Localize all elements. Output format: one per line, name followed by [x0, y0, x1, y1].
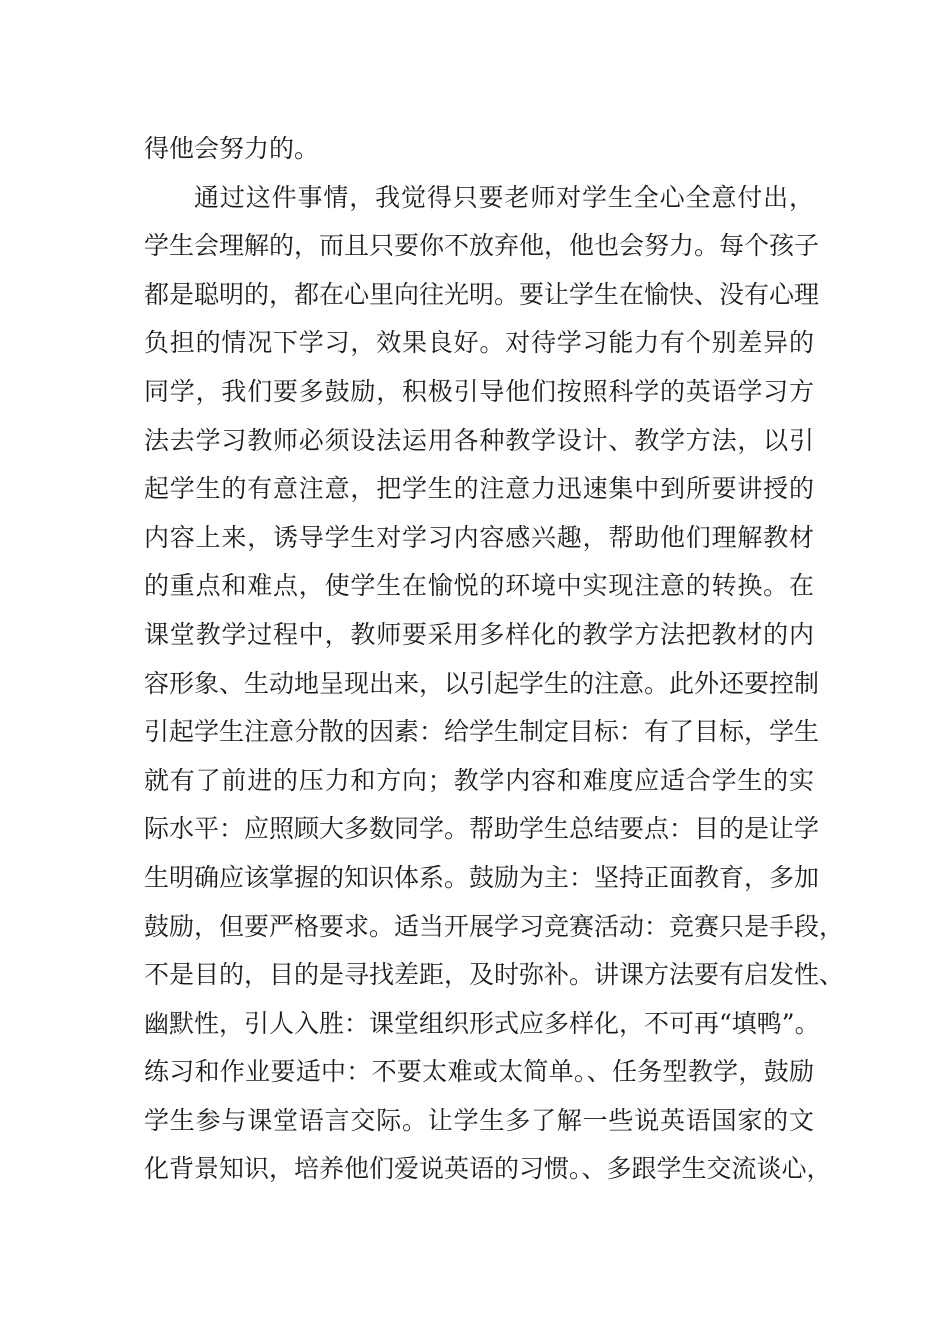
- text-line: 幽默性，引人入胜：课堂组织形式应多样化，不可再“填鸭”。: [144, 1008, 820, 1038]
- text-line: 容形象、生动地呈现出来，以引起学生的注意。此外还要控制: [144, 668, 820, 698]
- text-line: 生明确应该掌握的知识体系。鼓励为主：坚持正面教育，多加: [144, 862, 820, 892]
- text-line: 内容上来，诱导学生对学习内容感兴趣，帮助他们理解教材: [144, 522, 814, 552]
- text-line: 鼓励，但要严格要求。适当开展学习竞赛活动：竞赛只是手段，: [144, 911, 845, 941]
- text-line: 负担的情况下学习，效果良好。对待学习能力有个别差异的: [144, 328, 814, 358]
- text-line: 就有了前进的压力和方向；教学内容和难度应适合学生的实: [144, 765, 814, 795]
- text-line: 得他会努力的。: [144, 134, 320, 163]
- text-line: 引起学生注意分散的因素：给学生制定目标：有了目标，学生: [144, 717, 820, 747]
- text-line: 学生参与课堂语言交际。让学生多了解一些说英语国家的文: [144, 1105, 814, 1135]
- text-line: 起学生的有意注意，把学生的注意力迅速集中到所要讲授的: [144, 474, 814, 504]
- text-line: 化背景知识，培养他们爱说英语的习惯。、多跟学生交流谈心，: [144, 1154, 832, 1184]
- text-line: 不是目的，目的是寻找差距，及时弥补。讲课方法要有启发性、: [144, 960, 845, 990]
- text-line: 法去学习教师必须设法运用各种教学设计、教学方法，以引: [144, 425, 814, 455]
- text-line: 同学，我们要多鼓励，积极引导他们按照科学的英语学习方: [144, 376, 814, 406]
- text-line: 的重点和难点，使学生在愉悦的环境中实现注意的转换。在: [144, 571, 814, 601]
- text-line: 课堂教学过程中，教师要采用多样化的教学方法把教材的内: [144, 619, 814, 649]
- body-text: [144, 125, 845, 1194]
- text-line: 都是聪明的，都在心里向往光明。要让学生在愉快、没有心理: [144, 279, 820, 309]
- text-line: 通过这件事情，我觉得只要老师对学生全心全意付出，: [194, 182, 814, 212]
- text-line: 际水平：应照顾大多数同学。帮助学生总结要点：目的是让学: [144, 814, 820, 844]
- text-line: 学生会理解的，而且只要你不放弃他，他也会努力。每个孩子: [144, 231, 820, 261]
- text-line: 练习和作业要适中：不要太难或太简单。、任务型教学，鼓励: [144, 1057, 814, 1087]
